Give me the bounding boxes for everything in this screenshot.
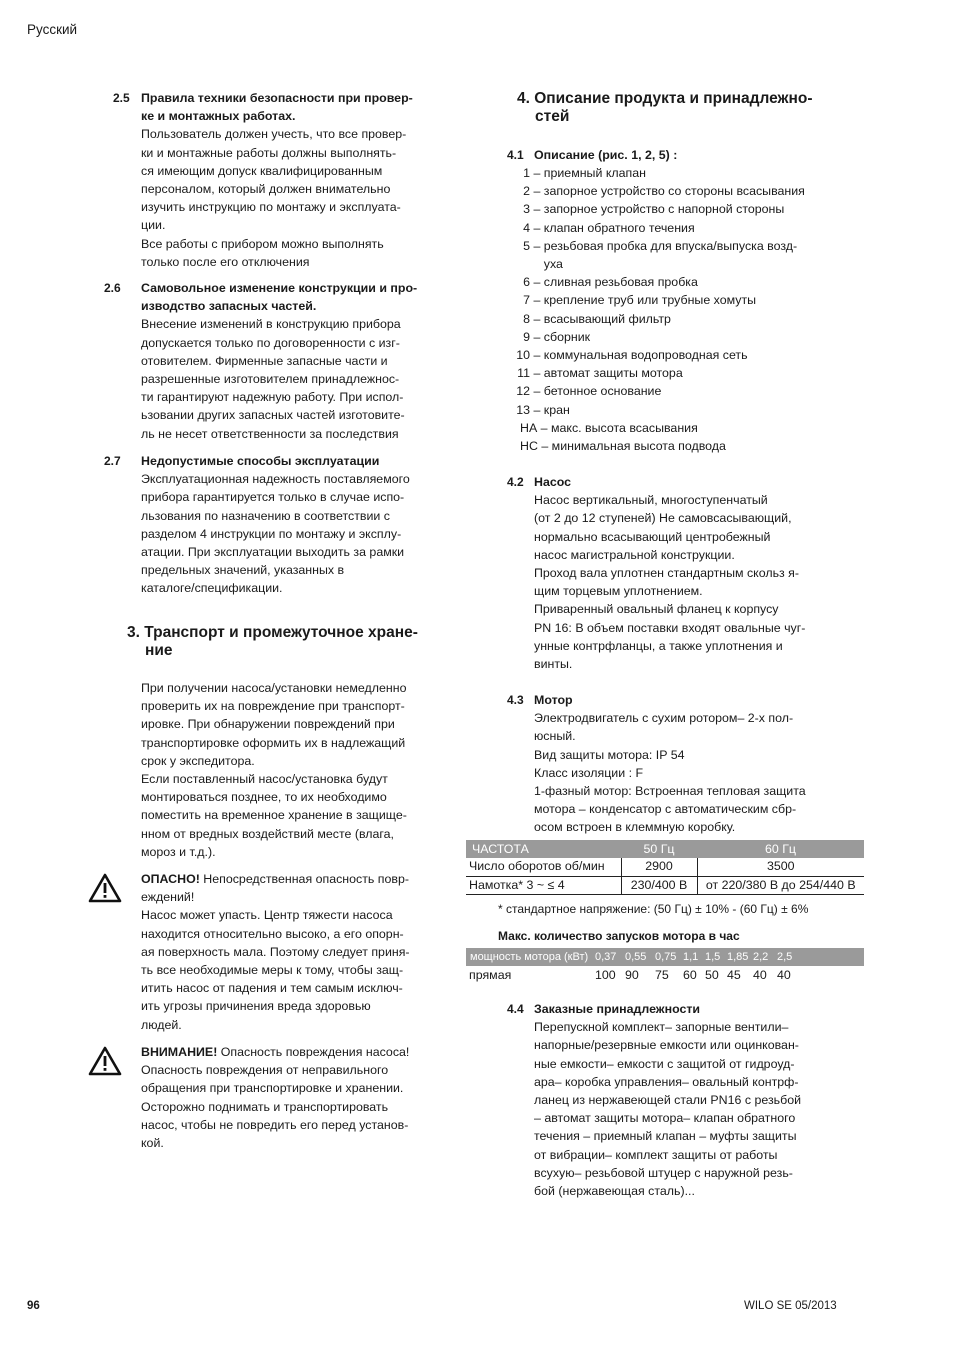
item-number: 4 <box>523 220 530 235</box>
item-number: 3 <box>523 202 530 217</box>
item-text: – клапан обратного течения <box>530 220 695 235</box>
table-cell: 50 <box>705 968 719 982</box>
section-heading: изводство запасных частей. <box>141 299 317 314</box>
danger-label: ОПАСНО! <box>141 872 200 886</box>
list-item <box>503 419 805 437</box>
paragraph-line: прибора гарантируется только в случае испо- <box>141 490 405 505</box>
item-text: – автомат защиты мотора <box>530 366 683 381</box>
item-number: 6 <box>523 275 530 290</box>
paragraph-line: Перепускной комплект– запорные вентили– <box>534 1020 789 1035</box>
table-row <box>466 858 864 876</box>
paragraph-line: Насос вертикальный, многоступенчатый <box>534 493 768 508</box>
paragraph-line: ся имеющим допуск квалифицированным <box>141 163 383 178</box>
paragraph-line: мотора – конденсатор с автоматическим сбр- <box>534 802 797 817</box>
table-cell: 3500 <box>697 858 864 876</box>
list-item <box>503 164 805 182</box>
paragraph-line: допускается только по договоренности с изг- <box>141 335 400 350</box>
item-number: 5 <box>523 238 530 253</box>
section-heading: Описание (рис. 1, 2, 5) : <box>534 148 678 162</box>
section-heading: ке и монтажных работах. <box>141 109 296 124</box>
paragraph-line: насос, чтобы не повредить его перед установ- <box>141 1117 409 1132</box>
item-text: – запорное устройство со стороны всасывания <box>530 184 805 199</box>
frequency-table <box>466 840 864 895</box>
table-header-cell: 0,37 <box>595 948 625 966</box>
paragraph-line: осом встроен в клеммную коробку. <box>534 820 736 835</box>
paragraph-line: ные емкости– емкости с защитой от гидроуд- <box>534 1056 795 1071</box>
list-item <box>503 291 805 309</box>
table-row <box>466 966 864 984</box>
table-header-cell: 2,5 <box>777 948 864 966</box>
paragraph-line: каталоге/спецификации. <box>141 581 283 596</box>
item-text: – запорное устройство с напорной стороны <box>530 202 785 217</box>
table-header-cell: 1,5 <box>705 948 727 966</box>
paragraph-line: Приваренный овальный фланец к корпусу <box>534 602 779 617</box>
item-text: – приемный клапан <box>530 166 646 180</box>
warning-triangle-icon <box>88 873 122 903</box>
paragraph-line: ая поверхность мала. Поэтому следует приня- <box>141 944 410 959</box>
section-heading: Насос <box>534 475 572 489</box>
caution-notice <box>141 1043 461 1152</box>
item-number: 8 <box>523 311 530 326</box>
table-header-cell: 50 Гц <box>621 840 697 858</box>
paragraph-line: мороз и т.д.). <box>141 844 216 859</box>
chapter-3-body <box>141 679 471 861</box>
paragraph-line: Класс изоляции : F <box>534 765 644 780</box>
notice-text: Опасность повреждения насоса! <box>217 1045 410 1059</box>
item-number: НС <box>520 439 538 454</box>
paragraph-line: Пользователь должен учесть, что все провер- <box>141 127 407 142</box>
table-cell: 40 <box>753 968 767 982</box>
paragraph-line: проверить их на повреждение при транспорт- <box>141 699 405 714</box>
list-item <box>503 237 805 255</box>
item-text: уха <box>530 257 563 272</box>
list-item <box>503 437 805 455</box>
item-number: 12 <box>516 384 530 399</box>
table-header-cell: 1,85 <box>727 948 753 966</box>
paragraph-line: нормально всасывающий центробежный <box>534 529 771 544</box>
table-header-cell: мощность мотора (кВт) <box>466 948 595 966</box>
table-header-cell: 0,55 <box>625 948 655 966</box>
legend-list <box>503 164 805 455</box>
table-header-cell: 0,75 <box>655 948 683 966</box>
table-cell: Намотка* 3 ~ ≤ 4 <box>466 876 621 894</box>
paragraph-line: предельных значений, указанных в <box>141 563 345 578</box>
item-text: – сливная резьбовая пробка <box>530 275 698 290</box>
paragraph-line: отовителем. Фирменные запасные части и <box>141 353 388 368</box>
list-item <box>503 310 805 328</box>
paragraph-line: (от 2 до 12 ступеней) Не самовсасывающий, <box>534 511 792 526</box>
danger-notice <box>141 870 461 1034</box>
list-item <box>503 182 805 200</box>
paragraph-line: Электродвигатель с сухим ротором– 2-х пол- <box>534 711 794 726</box>
table-cell: 2900 <box>621 858 697 876</box>
table-cell: от 220/380 В до 254/440 В <box>697 876 864 894</box>
paragraph-line: ировке. При обнаружении повреждений при <box>141 717 395 732</box>
table-cell: 100 <box>595 968 616 982</box>
table-cell: 230/400 В <box>621 876 697 894</box>
language-label: Русский <box>27 22 78 37</box>
item-text: – крепление труб или трубные хомуты <box>530 293 757 308</box>
section-number: 4.1 <box>507 148 524 162</box>
paragraph-line: Осторожно поднимать и транспортировать <box>141 1099 389 1114</box>
section-heading: Самовольное изменение конструкции и про- <box>141 281 418 295</box>
table-cell: 60 <box>683 968 697 982</box>
item-text: – всасывающий фильтр <box>530 311 671 326</box>
table-cell: 90 <box>625 968 639 982</box>
paragraph-line: ланец из нержавеющей стали PN16 с резьбой <box>534 1093 802 1108</box>
page-number: 96 <box>27 1300 40 1312</box>
list-item <box>503 219 805 237</box>
paragraph-line: Опасность повреждения от неправильного <box>141 1063 389 1078</box>
item-number: 1 <box>523 166 530 180</box>
section-heading: Мотор <box>534 693 573 707</box>
paragraph-line: винты. <box>534 657 573 672</box>
paragraph-line: – автомат защиты мотора– клапан обратного <box>534 1111 796 1126</box>
item-number: 2 <box>523 184 530 199</box>
paragraph-line: еждений! <box>141 890 195 905</box>
list-item <box>503 346 805 364</box>
paragraph-line: от вибрации– комплект защиты от работы <box>534 1147 778 1162</box>
paragraph-line: ть все необходимые меры к тому, чтобы защ- <box>141 963 404 978</box>
section-heading: Недопустимые способы эксплуатации <box>141 454 380 468</box>
paragraph-line: ти гарантируют надежную работу. При испол- <box>141 390 404 405</box>
paragraph-line: напорные/резервные емкости или оцинкован- <box>534 1038 799 1053</box>
section-heading: Заказные принадлежности <box>534 1002 701 1016</box>
paragraph-line: Внесение изменений в конструкцию прибора <box>141 317 401 332</box>
paragraph-line: юсный. <box>534 729 576 744</box>
paragraph-line: Все работы с прибором можно выполнять <box>141 236 384 251</box>
paragraph-line: нном от вредных воздействий месте (влага, <box>141 826 394 841</box>
paragraph-line: ции. <box>141 218 166 233</box>
paragraph-line: поместить на временное хранение в защище- <box>141 808 407 823</box>
paragraph-line: насос магистральной конструкции. <box>534 547 735 562</box>
section-number: 2.5 <box>113 91 130 105</box>
item-text: – коммунальная водопроводная сеть <box>530 348 748 363</box>
list-item <box>503 401 805 419</box>
table-header-cell: 2,2 <box>753 948 777 966</box>
notice-text: Непосредственная опасность повр- <box>199 872 409 886</box>
list-item <box>503 364 805 382</box>
paragraph-line: Эксплуатационная надежность поставляемого <box>141 472 410 487</box>
paragraph-line: монтироваться позднее, то их необходимо <box>141 790 387 805</box>
paragraph-line: ить угрозы причинения вреда здоровью <box>141 999 371 1014</box>
paragraph-line: Если поставленный насос/установка будут <box>141 772 388 787</box>
table-cell: 75 <box>655 968 669 982</box>
table-cell: прямая <box>469 968 512 982</box>
paragraph-line: транспортировке оформить их в надлежащий <box>141 735 406 750</box>
chapter-heading: стей <box>535 108 570 125</box>
paragraph-line: находится относительно высоко, а его опорн- <box>141 926 404 941</box>
paragraph-line: атации. При эксплуатации выходить за рамки <box>141 545 405 560</box>
section-heading: Правила техники безопасности при провер- <box>141 91 413 105</box>
paragraph-line: Насос может упасть. Центр тяжести насоса <box>141 908 393 923</box>
paragraph-line: течения – приемный клапан – муфты защиты <box>534 1129 797 1144</box>
paragraph-line: изучить инструкцию по монтажу и эксплуата- <box>141 200 401 215</box>
paragraph-line: людей. <box>141 1017 182 1032</box>
chapter-heading: 3. Транспорт и промежуточное хране- <box>127 624 418 641</box>
list-item <box>503 328 805 346</box>
table-cell: 40 <box>777 968 791 982</box>
paragraph-line: итить насос от падения и тем самым исключ- <box>141 981 403 996</box>
warning-triangle-icon <box>88 1046 122 1076</box>
table-footnote: * стандартное напряжение: (50 Гц) ± 10% - (60 Гц) ± 6% <box>498 902 809 916</box>
table-header-cell: 1,1 <box>683 948 705 966</box>
paragraph-line: льзования по назначению в соответствии с <box>141 508 390 523</box>
item-text: – резьбовая пробка для впуска/выпуска возд- <box>530 238 798 253</box>
paragraph-line: 1-фазный мотор: Встроенная тепловая защита <box>534 784 806 799</box>
paragraph-line: только после его отключения <box>141 254 310 269</box>
item-number: 9 <box>523 329 530 344</box>
item-number: НА <box>520 420 538 435</box>
paragraph-line: ки и монтажные работы должны выполнять- <box>141 145 397 160</box>
paragraph-line: обращения при транспортировке и хранении. <box>141 1081 404 1096</box>
item-number: 10 <box>516 348 530 363</box>
table-header-cell: 60 Гц <box>697 840 864 858</box>
paragraph-line: срок у экспедитора. <box>141 753 255 768</box>
paragraph-line: бой (нержавеющая сталь)... <box>534 1184 695 1199</box>
chapter-heading: 4. Описание продукта и принадлежно- <box>517 90 813 107</box>
item-number: 11 <box>517 366 530 381</box>
section-number: 4.4 <box>507 1002 524 1016</box>
chapter-3-title <box>127 624 418 660</box>
item-text: – сборник <box>530 329 591 344</box>
paragraph-line: персоналом, который должен внимательно <box>141 182 391 197</box>
table-header-cell: ЧАСТОТА <box>466 840 621 858</box>
paragraph-line: ьзовании других запасных частей изготовите- <box>141 408 405 423</box>
section-number: 4.3 <box>507 693 524 707</box>
caution-label: ВНИМАНИЕ! <box>141 1045 218 1059</box>
list-item <box>503 255 805 273</box>
table-row <box>466 876 864 894</box>
paragraph-line: разделом 4 инструкции по монтажу и эксплу- <box>141 526 402 541</box>
paragraph-line: кой. <box>141 1136 164 1151</box>
table-cell: Число оборотов об/мин <box>466 858 621 876</box>
list-item <box>503 200 805 218</box>
paragraph-line: ль не несет ответственности за последствия <box>141 426 399 441</box>
item-text: – макс. высота всасывания <box>537 420 698 435</box>
section-number: 2.6 <box>104 281 121 295</box>
section-number: 2.7 <box>104 454 121 468</box>
paragraph-line: унные контрфланцы, а также уплотнения и <box>534 638 783 653</box>
brand-footer: WILO SE 05/2013 <box>744 1300 837 1312</box>
item-number: 13 <box>516 402 530 417</box>
paragraph-line: ара– коробка управления– овальный контрф- <box>534 1074 799 1089</box>
starts-table-title: Макс. количество запусков мотора в час <box>498 929 740 943</box>
paragraph-line: PN 16: В объем поставки входят овальные чуг- <box>534 620 806 635</box>
list-item <box>503 382 805 400</box>
table-cell: 45 <box>727 968 741 982</box>
paragraph-line: всухую– резьбовой штуцер с наружной резь- <box>534 1165 793 1180</box>
chapter-heading: ние <box>145 642 173 659</box>
paragraph-line: При получении насоса/установки немедленно <box>141 681 407 695</box>
paragraph-line: Вид защиты мотора: IP 54 <box>534 747 685 762</box>
motor-starts-table <box>466 948 864 984</box>
paragraph-line: щим торцевым уплотнением. <box>534 584 703 599</box>
section-number: 4.2 <box>507 475 524 489</box>
item-number: 7 <box>523 293 530 308</box>
item-text: – минимальная высота подвода <box>537 439 726 454</box>
paragraph-line: Проход вала уплотнен стандартным скольз я- <box>534 566 799 581</box>
paragraph-line: разрешенные изготовителем принадлежнос- <box>141 372 400 387</box>
chapter-4-title <box>517 90 813 126</box>
item-text: – кран <box>530 402 570 417</box>
list-item <box>503 273 805 291</box>
item-text: – бетонное основание <box>530 384 662 399</box>
